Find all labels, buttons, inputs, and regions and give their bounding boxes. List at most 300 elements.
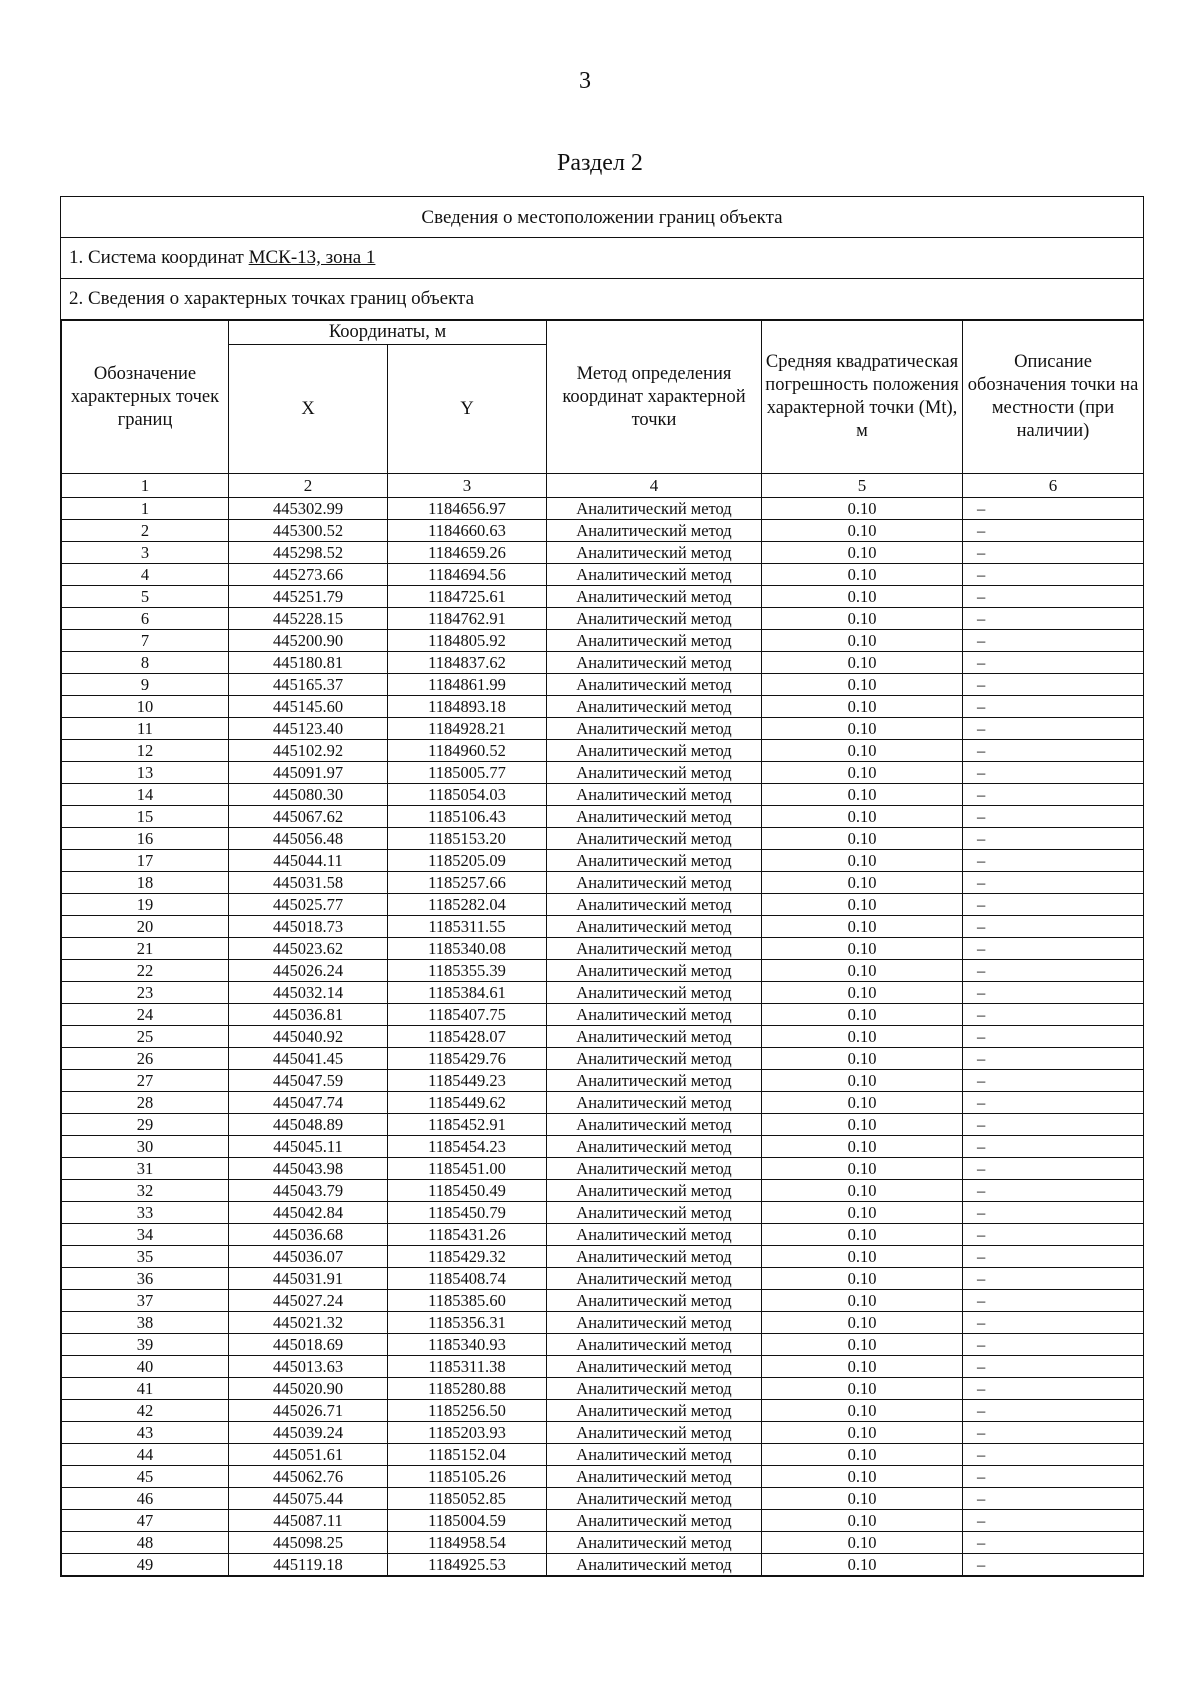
- point-x: 445145.60: [229, 696, 388, 718]
- table-row: [62, 630, 1144, 652]
- point-x: 445018.69: [229, 1334, 388, 1356]
- point-number: 12: [62, 740, 229, 762]
- point-method: Аналитический метод: [547, 1554, 762, 1576]
- point-y: 1184925.53: [388, 1554, 547, 1576]
- point-x: 445032.14: [229, 982, 388, 1004]
- point-x: 445180.81: [229, 652, 388, 674]
- table-row: [62, 1070, 1144, 1092]
- point-error: 0.10: [762, 564, 963, 586]
- point-error: 0.10: [762, 1488, 963, 1510]
- point-x: 445043.98: [229, 1158, 388, 1180]
- points-table-body: [62, 498, 1144, 1576]
- point-y: 1185355.39: [388, 960, 547, 982]
- point-error: 0.10: [762, 894, 963, 916]
- point-description: [963, 1444, 1144, 1466]
- table-row: [62, 916, 1144, 938]
- point-number: 31: [62, 1158, 229, 1180]
- table-row: [62, 762, 1144, 784]
- header-coordinates: Координаты, м: [229, 321, 547, 345]
- point-x: 445021.32: [229, 1312, 388, 1334]
- point-x: 445025.77: [229, 894, 388, 916]
- dash-mark: –: [977, 1071, 986, 1090]
- point-method: Аналитический метод: [547, 1422, 762, 1444]
- point-number: 44: [62, 1444, 229, 1466]
- point-y: 1185205.09: [388, 850, 547, 872]
- point-error: 0.10: [762, 1202, 963, 1224]
- table-row: [62, 1224, 1144, 1246]
- point-method: Аналитический метод: [547, 542, 762, 564]
- table-row: [62, 1026, 1144, 1048]
- point-description: [963, 1554, 1144, 1576]
- point-method: Аналитический метод: [547, 1532, 762, 1554]
- header-error: Средняя квадратическая погрешность положения характерной точки (Mt), м: [762, 321, 963, 474]
- point-error: 0.10: [762, 630, 963, 652]
- point-description: [963, 762, 1144, 784]
- dash-mark: –: [977, 697, 986, 716]
- point-number: 49: [62, 1554, 229, 1576]
- point-number: 3: [62, 542, 229, 564]
- point-description: [963, 1158, 1144, 1180]
- point-description: [963, 1048, 1144, 1070]
- point-method: Аналитический метод: [547, 784, 762, 806]
- point-number: 18: [62, 872, 229, 894]
- point-y: 1184958.54: [388, 1532, 547, 1554]
- point-x: 445026.71: [229, 1400, 388, 1422]
- table-row: [62, 1378, 1144, 1400]
- point-y: 1184656.97: [388, 498, 547, 520]
- table-row: [62, 520, 1144, 542]
- point-method: Аналитический метод: [547, 828, 762, 850]
- point-method: Аналитический метод: [547, 1290, 762, 1312]
- point-description: [963, 1224, 1144, 1246]
- point-description: [963, 872, 1144, 894]
- table-row: [62, 498, 1144, 520]
- point-method: Аналитический метод: [547, 1378, 762, 1400]
- point-number: 20: [62, 916, 229, 938]
- point-method: Аналитический метод: [547, 1510, 762, 1532]
- dash-mark: –: [977, 829, 986, 848]
- point-y: 1185282.04: [388, 894, 547, 916]
- point-number: 30: [62, 1136, 229, 1158]
- dash-mark: –: [977, 1225, 986, 1244]
- point-description: [963, 564, 1144, 586]
- point-number: 28: [62, 1092, 229, 1114]
- point-method: Аналитический метод: [547, 564, 762, 586]
- point-number: 34: [62, 1224, 229, 1246]
- dash-mark: –: [977, 1401, 986, 1420]
- table-row: [62, 828, 1144, 850]
- point-method: Аналитический метод: [547, 696, 762, 718]
- point-error: 0.10: [762, 1554, 963, 1576]
- point-number: 45: [62, 1466, 229, 1488]
- point-number: 6: [62, 608, 229, 630]
- point-y: 1184660.63: [388, 520, 547, 542]
- table-row: [62, 850, 1144, 872]
- point-description: [963, 630, 1144, 652]
- point-description: [963, 1202, 1144, 1224]
- dash-mark: –: [977, 1269, 986, 1288]
- point-method: Аналитический метод: [547, 1048, 762, 1070]
- table-row: [62, 1048, 1144, 1070]
- point-error: 0.10: [762, 674, 963, 696]
- point-number: 21: [62, 938, 229, 960]
- point-error: 0.10: [762, 696, 963, 718]
- table-row: [62, 586, 1144, 608]
- point-x: 445047.59: [229, 1070, 388, 1092]
- point-number: 25: [62, 1026, 229, 1048]
- point-y: 1185340.93: [388, 1334, 547, 1356]
- point-y: 1185428.07: [388, 1026, 547, 1048]
- header-y: Y: [388, 345, 547, 474]
- table-row: [62, 1400, 1144, 1422]
- point-number: 5: [62, 586, 229, 608]
- point-y: 1185449.23: [388, 1070, 547, 1092]
- boundary-info-table: [60, 196, 1144, 1577]
- point-error: 0.10: [762, 1444, 963, 1466]
- dash-mark: –: [977, 719, 986, 738]
- column-number: 1: [62, 474, 229, 498]
- column-number: 4: [547, 474, 762, 498]
- point-description: [963, 1180, 1144, 1202]
- point-y: 1184837.62: [388, 652, 547, 674]
- point-number: 13: [62, 762, 229, 784]
- point-x: 445023.62: [229, 938, 388, 960]
- point-error: 0.10: [762, 652, 963, 674]
- dash-mark: –: [977, 1335, 986, 1354]
- point-method: Аналитический метод: [547, 1400, 762, 1422]
- table-row: [62, 696, 1144, 718]
- point-x: 445165.37: [229, 674, 388, 696]
- point-method: Аналитический метод: [547, 1334, 762, 1356]
- dash-mark: –: [977, 587, 986, 606]
- point-method: Аналитический метод: [547, 520, 762, 542]
- column-number: 6: [963, 474, 1144, 498]
- dash-mark: –: [977, 653, 986, 672]
- point-method: Аналитический метод: [547, 1488, 762, 1510]
- table-row: [62, 1312, 1144, 1334]
- point-number: 14: [62, 784, 229, 806]
- point-number: 29: [62, 1114, 229, 1136]
- dash-mark: –: [977, 785, 986, 804]
- point-x: 445036.07: [229, 1246, 388, 1268]
- point-y: 1185311.55: [388, 916, 547, 938]
- point-description: [963, 938, 1144, 960]
- point-number: 2: [62, 520, 229, 542]
- point-method: Аналитический метод: [547, 938, 762, 960]
- point-error: 0.10: [762, 608, 963, 630]
- point-x: 445040.92: [229, 1026, 388, 1048]
- point-method: Аналитический метод: [547, 1114, 762, 1136]
- point-method: Аналитический метод: [547, 608, 762, 630]
- point-x: 445080.30: [229, 784, 388, 806]
- header-description: Описание обозначения точки на местности (при наличии): [963, 321, 1144, 474]
- table-row: [62, 784, 1144, 806]
- point-error: 0.10: [762, 1422, 963, 1444]
- point-method: Аналитический метод: [547, 1158, 762, 1180]
- point-y: 1184659.26: [388, 542, 547, 564]
- point-y: 1185054.03: [388, 784, 547, 806]
- dash-mark: –: [977, 1005, 986, 1024]
- dash-mark: –: [977, 499, 986, 518]
- table-row: [62, 1532, 1144, 1554]
- point-x: 445300.52: [229, 520, 388, 542]
- column-number: 2: [229, 474, 388, 498]
- table-row: [62, 1136, 1144, 1158]
- point-error: 0.10: [762, 1532, 963, 1554]
- point-error: 0.10: [762, 586, 963, 608]
- table-row: [62, 674, 1144, 696]
- point-description: [963, 1466, 1144, 1488]
- dash-mark: –: [977, 1423, 986, 1442]
- point-method: Аналитический метод: [547, 762, 762, 784]
- point-x: 445075.44: [229, 1488, 388, 1510]
- point-y: 1184725.61: [388, 586, 547, 608]
- point-x: 445039.24: [229, 1422, 388, 1444]
- point-description: [963, 1334, 1144, 1356]
- point-description: [963, 1400, 1144, 1422]
- point-x: 445102.92: [229, 740, 388, 762]
- point-error: 0.10: [762, 762, 963, 784]
- point-description: [963, 520, 1144, 542]
- point-description: [963, 1114, 1144, 1136]
- point-x: 445273.66: [229, 564, 388, 586]
- dash-mark: –: [977, 1027, 986, 1046]
- point-description: [963, 542, 1144, 564]
- point-error: 0.10: [762, 1356, 963, 1378]
- point-description: [963, 1510, 1144, 1532]
- point-description: [963, 1312, 1144, 1334]
- header-x: X: [229, 345, 388, 474]
- point-y: 1185451.00: [388, 1158, 547, 1180]
- dash-mark: –: [977, 675, 986, 694]
- point-x: 445027.24: [229, 1290, 388, 1312]
- point-description: [963, 718, 1144, 740]
- point-description: [963, 652, 1144, 674]
- point-error: 0.10: [762, 520, 963, 542]
- point-number: 16: [62, 828, 229, 850]
- point-number: 37: [62, 1290, 229, 1312]
- point-y: 1184928.21: [388, 718, 547, 740]
- dash-mark: –: [977, 873, 986, 892]
- point-description: [963, 586, 1144, 608]
- point-description: [963, 960, 1144, 982]
- coordinate-system-value: МСК-13, зона 1: [248, 247, 376, 268]
- table-row: [62, 1268, 1144, 1290]
- point-error: 0.10: [762, 982, 963, 1004]
- column-number: 5: [762, 474, 963, 498]
- point-y: 1185152.04: [388, 1444, 547, 1466]
- point-description: [963, 1422, 1144, 1444]
- point-y: 1185356.31: [388, 1312, 547, 1334]
- point-y: 1185449.62: [388, 1092, 547, 1114]
- point-x: 445047.74: [229, 1092, 388, 1114]
- point-method: Аналитический метод: [547, 1180, 762, 1202]
- point-error: 0.10: [762, 1136, 963, 1158]
- point-x: 445302.99: [229, 498, 388, 520]
- point-y: 1185005.77: [388, 762, 547, 784]
- table-row: [62, 1158, 1144, 1180]
- point-error: 0.10: [762, 1070, 963, 1092]
- point-number: 42: [62, 1400, 229, 1422]
- point-x: 445251.79: [229, 586, 388, 608]
- point-y: 1184805.92: [388, 630, 547, 652]
- point-description: [963, 1268, 1144, 1290]
- point-description: [963, 850, 1144, 872]
- point-y: 1185431.26: [388, 1224, 547, 1246]
- point-description: [963, 894, 1144, 916]
- dash-mark: –: [977, 1159, 986, 1178]
- table-row: [62, 542, 1144, 564]
- point-error: 0.10: [762, 872, 963, 894]
- point-x: 445031.91: [229, 1268, 388, 1290]
- dash-mark: –: [977, 543, 986, 562]
- subsection-title: 2. Сведения о характерных точках границ объекта: [61, 279, 1143, 320]
- point-y: 1185408.74: [388, 1268, 547, 1290]
- table-row: [62, 1444, 1144, 1466]
- header-designation: Обозначение характерных точек границ: [62, 321, 229, 474]
- point-method: Аналитический метод: [547, 718, 762, 740]
- point-error: 0.10: [762, 1114, 963, 1136]
- table-row: [62, 1246, 1144, 1268]
- dash-mark: –: [977, 1093, 986, 1112]
- point-description: [963, 498, 1144, 520]
- dash-mark: –: [977, 1467, 986, 1486]
- table-row: [62, 894, 1144, 916]
- dash-mark: –: [977, 807, 986, 826]
- point-description: [963, 806, 1144, 828]
- point-description: [963, 1488, 1144, 1510]
- point-error: 0.10: [762, 1048, 963, 1070]
- point-y: 1184861.99: [388, 674, 547, 696]
- point-number: 8: [62, 652, 229, 674]
- point-number: 27: [62, 1070, 229, 1092]
- table-row: [62, 806, 1144, 828]
- point-y: 1185385.60: [388, 1290, 547, 1312]
- points-table: [61, 320, 1144, 1576]
- point-x: 445042.84: [229, 1202, 388, 1224]
- point-y: 1185407.75: [388, 1004, 547, 1026]
- point-number: 39: [62, 1334, 229, 1356]
- point-method: Аналитический метод: [547, 674, 762, 696]
- point-error: 0.10: [762, 1378, 963, 1400]
- point-number: 48: [62, 1532, 229, 1554]
- point-method: Аналитический метод: [547, 1136, 762, 1158]
- point-y: 1185450.49: [388, 1180, 547, 1202]
- table-row: [62, 1488, 1144, 1510]
- point-number: 7: [62, 630, 229, 652]
- point-description: [963, 1070, 1144, 1092]
- table-row: [62, 960, 1144, 982]
- point-method: Аналитический метод: [547, 982, 762, 1004]
- point-error: 0.10: [762, 784, 963, 806]
- dash-mark: –: [977, 1247, 986, 1266]
- dash-mark: –: [977, 983, 986, 1002]
- point-x: 445056.48: [229, 828, 388, 850]
- point-description: [963, 1246, 1144, 1268]
- table-row: [62, 740, 1144, 762]
- point-number: 23: [62, 982, 229, 1004]
- point-description: [963, 1356, 1144, 1378]
- point-error: 0.10: [762, 1158, 963, 1180]
- point-y: 1185203.93: [388, 1422, 547, 1444]
- table-row: [62, 1290, 1144, 1312]
- dash-mark: –: [977, 851, 986, 870]
- point-number: 24: [62, 1004, 229, 1026]
- point-method: Аналитический метод: [547, 916, 762, 938]
- point-number: 15: [62, 806, 229, 828]
- point-method: Аналитический метод: [547, 806, 762, 828]
- point-number: 38: [62, 1312, 229, 1334]
- point-number: 19: [62, 894, 229, 916]
- point-x: 445062.76: [229, 1466, 388, 1488]
- point-x: 445123.40: [229, 718, 388, 740]
- table-row: [62, 1334, 1144, 1356]
- point-y: 1184893.18: [388, 696, 547, 718]
- point-y: 1185384.61: [388, 982, 547, 1004]
- table-row: [62, 608, 1144, 630]
- point-y: 1185280.88: [388, 1378, 547, 1400]
- dash-mark: –: [977, 521, 986, 540]
- point-y: 1185454.23: [388, 1136, 547, 1158]
- point-x: 445044.11: [229, 850, 388, 872]
- point-error: 0.10: [762, 850, 963, 872]
- table-row: [62, 872, 1144, 894]
- table-row: [62, 1004, 1144, 1026]
- point-number: 47: [62, 1510, 229, 1532]
- point-y: 1185153.20: [388, 828, 547, 850]
- point-error: 0.10: [762, 1312, 963, 1334]
- point-x: 445043.79: [229, 1180, 388, 1202]
- point-x: 445036.81: [229, 1004, 388, 1026]
- point-method: Аналитический метод: [547, 498, 762, 520]
- point-number: 43: [62, 1422, 229, 1444]
- point-description: [963, 784, 1144, 806]
- point-error: 0.10: [762, 1246, 963, 1268]
- point-y: 1185429.76: [388, 1048, 547, 1070]
- point-description: [963, 1532, 1144, 1554]
- point-description: [963, 982, 1144, 1004]
- point-description: [963, 1378, 1144, 1400]
- page-number: 3: [579, 68, 591, 94]
- point-y: 1185452.91: [388, 1114, 547, 1136]
- point-method: Аналитический метод: [547, 1224, 762, 1246]
- point-x: 445031.58: [229, 872, 388, 894]
- point-method: Аналитический метод: [547, 1004, 762, 1026]
- coordinate-system-line: [61, 238, 1143, 279]
- point-error: 0.10: [762, 938, 963, 960]
- point-number: 11: [62, 718, 229, 740]
- point-method: Аналитический метод: [547, 1202, 762, 1224]
- dash-mark: –: [977, 763, 986, 782]
- table-row: [62, 718, 1144, 740]
- point-x: 445041.45: [229, 1048, 388, 1070]
- point-x: 445051.61: [229, 1444, 388, 1466]
- table-row: [62, 1510, 1144, 1532]
- dash-mark: –: [977, 1181, 986, 1200]
- dash-mark: –: [977, 961, 986, 980]
- dash-mark: –: [977, 1115, 986, 1134]
- point-y: 1184762.91: [388, 608, 547, 630]
- point-method: Аналитический метод: [547, 586, 762, 608]
- table-row: [62, 982, 1144, 1004]
- point-error: 0.10: [762, 1290, 963, 1312]
- dash-mark: –: [977, 1203, 986, 1222]
- point-description: [963, 608, 1144, 630]
- point-x: 445119.18: [229, 1554, 388, 1576]
- point-description: [963, 916, 1144, 938]
- table-row: [62, 1554, 1144, 1576]
- point-method: Аналитический метод: [547, 740, 762, 762]
